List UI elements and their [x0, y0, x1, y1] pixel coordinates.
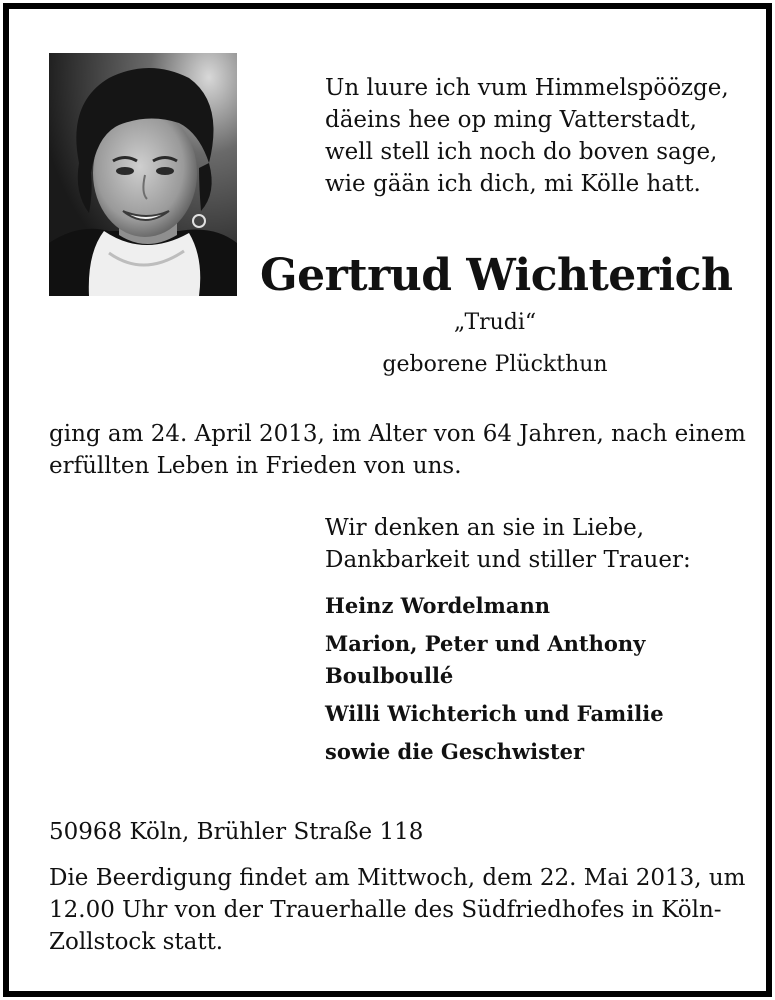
- announcement-line: ging am 24. April 2013, im Alter von 64 Jahren, nach einem: [49, 421, 746, 447]
- remembrance-line: Wir denken an sie in Liebe,: [325, 515, 645, 541]
- poem-line: Un luure ich vum Himmelspöözge,: [325, 75, 729, 101]
- portrait-photo: [49, 53, 237, 296]
- funeral-details: [49, 862, 746, 958]
- deceased-name: Gertrud Wichterich: [260, 250, 733, 301]
- funeral-line: 12.00 Uhr von der Trauerhalle des Südfriedhofes in Köln-: [49, 897, 722, 923]
- poem-line: däeins hee op ming Vatterstadt,: [325, 107, 697, 133]
- mourner-entry: [325, 736, 735, 768]
- deceased-maiden-name: geborene Plückthun: [382, 352, 608, 377]
- mourner-line: Heinz Wordelmann: [325, 593, 551, 618]
- mourners-list: [325, 590, 735, 774]
- deceased-nickname: „Trudi“: [453, 310, 537, 335]
- mourner-entry: [325, 590, 735, 622]
- family-address: 50968 Köln, Brühler Straße 118: [49, 819, 424, 845]
- death-announcement: [49, 418, 746, 482]
- remembrance-line: Dankbarkeit und stiller Trauer:: [325, 547, 691, 573]
- mourner-line: Boulboullé: [325, 663, 454, 688]
- poem-line: well stell ich noch do boven sage,: [325, 139, 718, 165]
- mourner-entry: [325, 698, 735, 730]
- announcement-line: erfüllten Leben in Frieden von uns.: [49, 453, 462, 479]
- mourner-line: Marion, Peter und Anthony: [325, 631, 646, 656]
- mourner-line: sowie die Geschwister: [325, 739, 585, 764]
- mourner-entry: [325, 628, 735, 692]
- funeral-line: Die Beerdigung findet am Mittwoch, dem 22. Mai 2013, um: [49, 865, 746, 891]
- remembrance-text: [325, 512, 735, 576]
- funeral-line: Zollstock statt.: [49, 929, 224, 955]
- mourner-line: Willi Wichterich und Familie: [325, 701, 664, 726]
- poem-line: wie gään ich dich, mi Kölle hatt.: [325, 171, 701, 197]
- poem-verse: [325, 72, 735, 200]
- portrait-image: [49, 53, 237, 296]
